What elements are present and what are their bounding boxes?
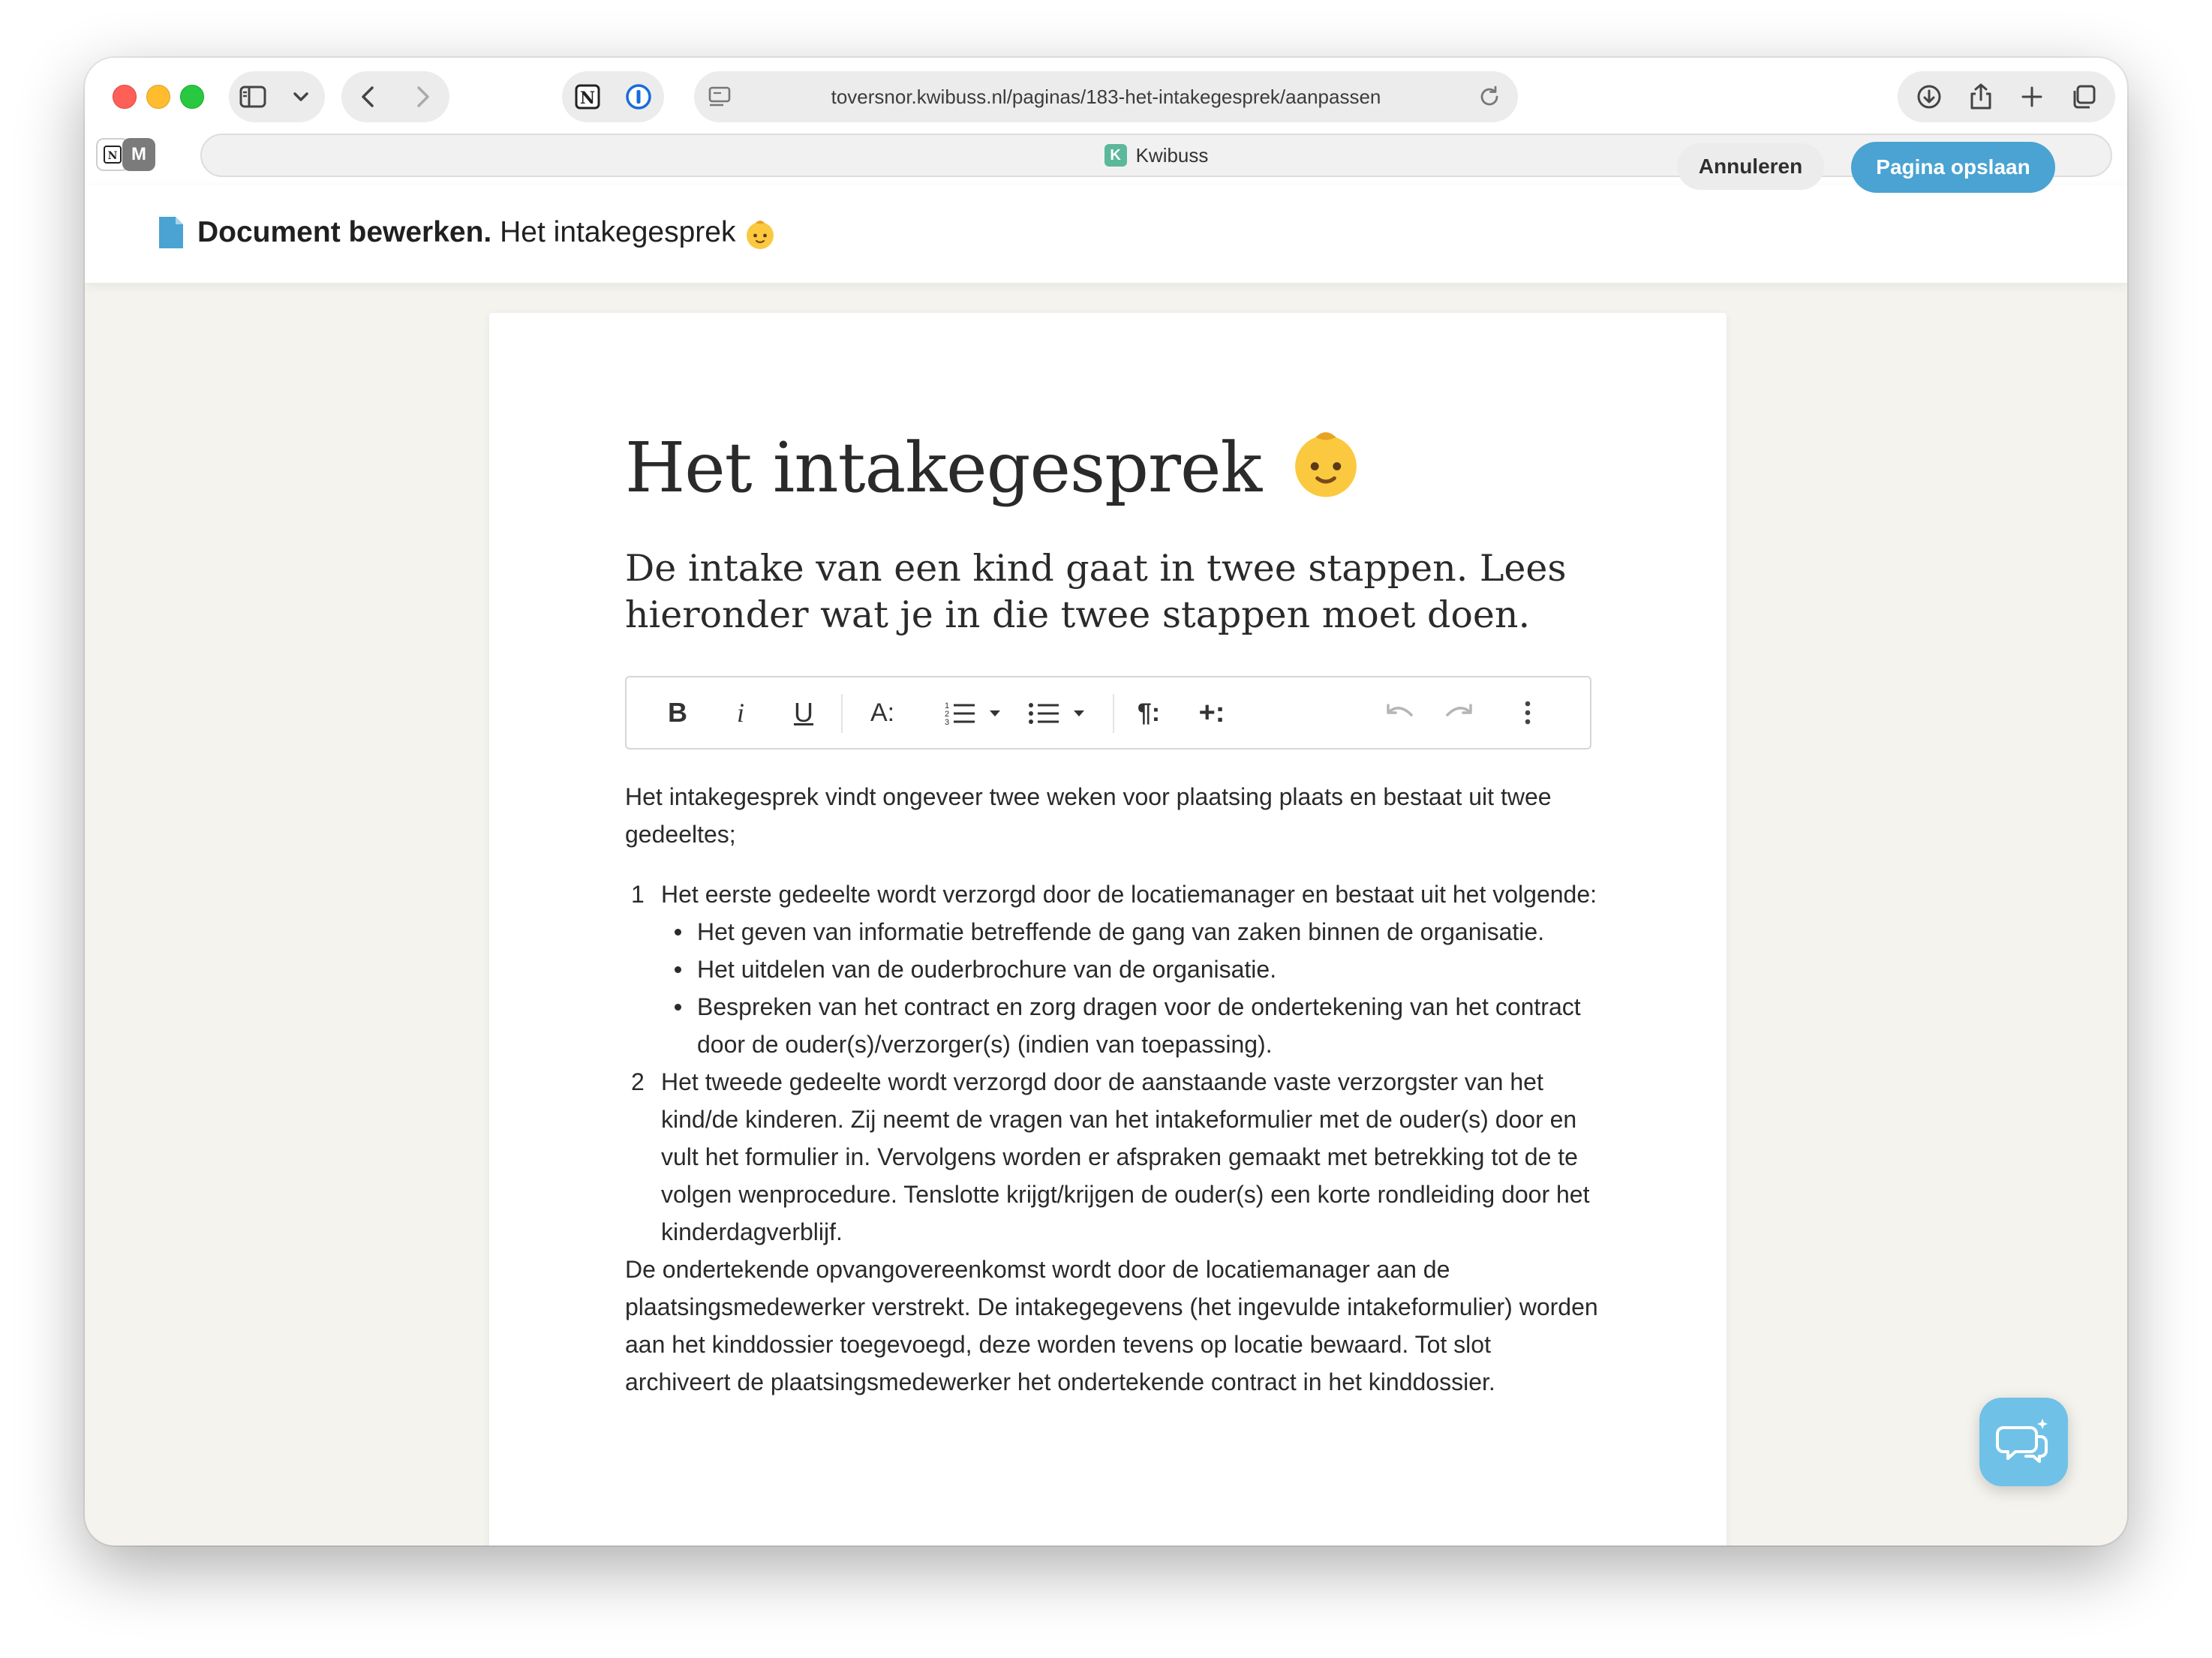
bullet-item-text[interactable]: Bespreken van het contract en zorg dragen voor de ondertekening van het contract door de ouder(s)/verzorger(s) (indien van toepassing). — [697, 993, 1581, 1058]
url-text[interactable]: toversnor.kwibuss.nl/paginas/183-het-intakegesprek/aanpassen — [831, 86, 1381, 108]
chat-bubbles-icon — [1996, 1417, 2051, 1467]
undo-button[interactable] — [1377, 692, 1419, 734]
notion-icon[interactable] — [568, 77, 607, 116]
font-size-button[interactable]: A: — [870, 698, 895, 727]
bullet-item[interactable] — [661, 951, 1600, 988]
svg-text:1: 1 — [945, 701, 950, 710]
paragraph-button[interactable]: ¶: — [1137, 698, 1161, 727]
new-tab-icon[interactable] — [2012, 77, 2051, 116]
bullet-item-text[interactable]: Het uitdelen van de ouderbrochure van de organisatie. — [697, 956, 1277, 983]
list-item-text[interactable]: Het tweede gedeelte wordt verzorgd door de aanstaande vaste verzorgster van het kind/de kinderen. Zij neemt de vragen van het intakeformulier met de ouder(s) door en vult het formulier in. Vervolgens worden er afspraken gemaakt met betrekking tot de te volgen wenprocedure. Tenslotte krijgt/krijgen de ouder(s) een korte rondleiding door het kinderdagverblijf. — [661, 1068, 1590, 1245]
document-subtitle[interactable]: De intake van een kind gaat in twee stappen. Lees hieronder wat je in die twee stappen moet doen. — [625, 547, 1567, 636]
numbered-list — [625, 876, 1600, 1251]
underline-button[interactable]: U — [794, 697, 813, 728]
sidebar-icon[interactable] — [233, 77, 272, 116]
browser-actions-group — [1898, 71, 2115, 122]
tab-overview-icon[interactable] — [2064, 77, 2103, 116]
zoom-window-button[interactable] — [180, 85, 204, 109]
baby-emoji-icon — [744, 218, 777, 251]
list-item-number: 2 — [631, 1068, 645, 1095]
closing-paragraph[interactable]: De ondertekende opvangovereenkomst wordt door de locatiemanager aan de plaatsingsmedewerker verstrekt. De intakegegevens (het ingevulde intakeformulier) worden aan het kinddossier toegevoegd, deze worden tevens op locatie bewaard. Tot slot archiveert de plaatsingsmedewerker het ondertekende contract in het kinddossier. — [625, 1256, 1598, 1395]
more-vertical-icon — [1524, 700, 1531, 725]
bullet-item[interactable] — [661, 913, 1600, 951]
bullet-dot — [675, 1004, 681, 1011]
close-window-button[interactable] — [113, 85, 137, 109]
bullet-list — [661, 913, 1600, 1063]
insert-button[interactable]: +: — [1198, 696, 1225, 728]
save-page-button[interactable]: Pagina opslaan — [1851, 142, 2055, 193]
tab-title: Kwibuss — [1135, 143, 1209, 167]
svg-text:3: 3 — [945, 718, 950, 727]
intro-paragraph[interactable]: Het intakegesprek vindt ongeveer twee weken voor plaatsing plaats en bestaat uit twee gedeeltes; — [625, 783, 1552, 848]
cancel-button[interactable]: Annuleren — [1677, 143, 1824, 190]
svg-text:N: N — [579, 89, 596, 108]
toolbar-separator — [841, 694, 843, 733]
bold-button[interactable]: B — [668, 697, 687, 728]
document-title-text[interactable]: Het intakegesprek — [625, 428, 1262, 508]
document-icon — [158, 215, 185, 250]
undo-icon — [1381, 701, 1414, 724]
more-options-button[interactable] — [1509, 692, 1546, 734]
redo-icon — [1444, 701, 1477, 724]
page-title-bold: Document bewerken. — [197, 216, 492, 248]
page-settings-icon[interactable] — [705, 82, 735, 112]
bullet-list-icon — [1027, 698, 1099, 728]
bullet-dot — [675, 966, 681, 973]
numbered-list-button[interactable] — [943, 692, 1015, 734]
chevron-down-icon[interactable] — [281, 77, 320, 116]
kwibuss-favicon-icon: K — [1104, 144, 1127, 167]
bullet-item-text[interactable]: Het geven van informatie betreffende de gang van zaken binnen de organisatie. — [697, 918, 1545, 945]
redo-button[interactable] — [1440, 692, 1482, 734]
address-bar[interactable] — [694, 71, 1518, 122]
numbered-list-icon — [943, 698, 1015, 728]
list-item[interactable] — [625, 1063, 1600, 1251]
list-item-number: 1 — [631, 881, 645, 908]
document-title[interactable] — [625, 425, 1363, 509]
page-title-document: Het intakegesprek — [500, 216, 736, 248]
list-item-text[interactable]: Het eerste gedeelte wordt verzorgd door de locatiemanager en bestaat uit het volgende: — [661, 881, 1597, 908]
svg-text:2: 2 — [945, 710, 950, 719]
extensions-group — [562, 71, 664, 122]
document-body[interactable] — [625, 778, 1600, 1401]
m-pinned-icon[interactable] — [122, 138, 155, 171]
editor-toolbar — [625, 676, 1591, 749]
onepassword-icon[interactable] — [619, 77, 658, 116]
downloads-icon[interactable] — [1910, 77, 1949, 116]
m-pinned-label: M — [131, 144, 146, 164]
baby-emoji-large-icon — [1288, 425, 1363, 500]
bullet-dot — [675, 929, 681, 936]
sidebar-toggle-group — [229, 71, 325, 122]
page-title — [197, 214, 777, 251]
toolbar-separator — [1113, 694, 1114, 733]
italic-button[interactable]: i — [736, 698, 744, 728]
reload-icon[interactable] — [1474, 82, 1504, 112]
bullet-item[interactable] — [661, 988, 1600, 1063]
back-arrow-icon[interactable] — [349, 77, 388, 116]
bullet-list-button[interactable] — [1027, 692, 1099, 734]
history-nav-group — [341, 71, 449, 122]
forward-arrow-icon[interactable] — [403, 77, 442, 116]
list-item[interactable] — [625, 876, 1600, 1063]
app-header — [85, 185, 2127, 283]
active-tab[interactable] — [200, 134, 2112, 177]
chat-button[interactable] — [1979, 1398, 2068, 1486]
minimize-window-button[interactable] — [146, 85, 170, 109]
browser-window — [85, 58, 2127, 1545]
svg-text:N: N — [107, 150, 118, 162]
share-icon[interactable] — [1961, 77, 2000, 116]
document-editor — [489, 313, 1727, 1545]
